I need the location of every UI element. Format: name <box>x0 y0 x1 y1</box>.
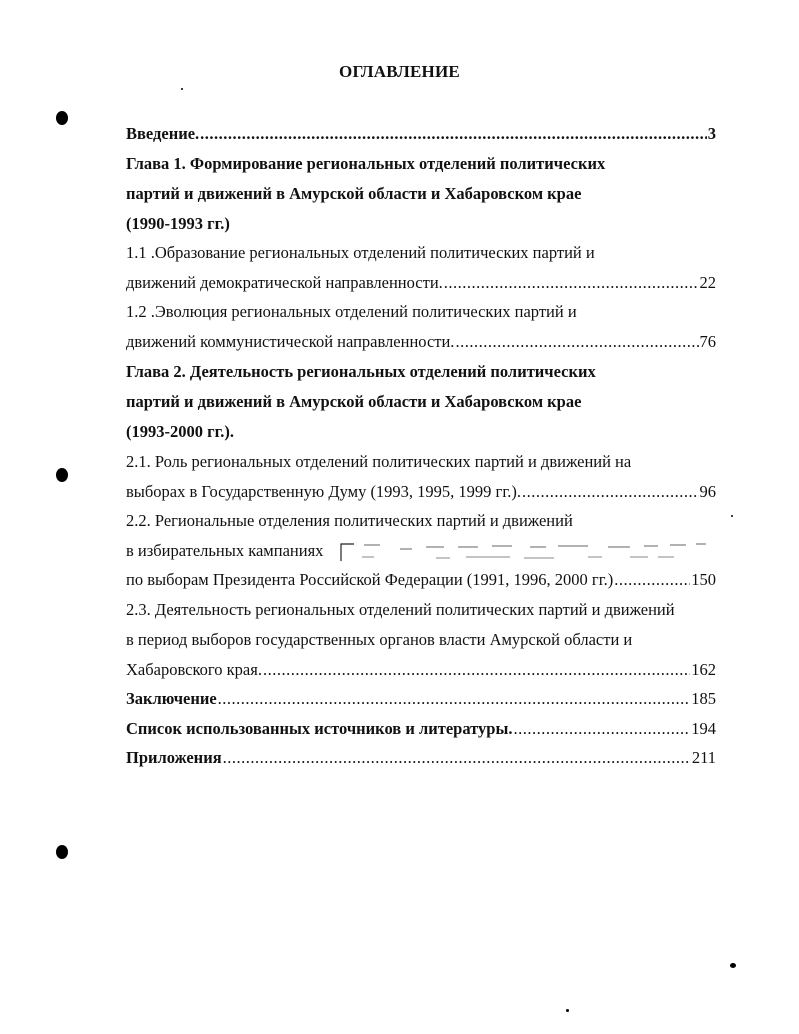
toc-page-number: 150 <box>691 570 716 589</box>
scan-speck <box>566 1009 569 1012</box>
toc-entry-label: Список использованных источников и литературы. <box>126 719 513 738</box>
toc-page-number: 185 <box>691 689 716 708</box>
toc-entry-label: движений коммунистической направленности. <box>126 332 455 351</box>
toc-entry-label: по выборам Президента Российской Федерации (1991, 1996, 2000 гг.) <box>126 570 614 589</box>
leader-dots <box>513 716 690 742</box>
leader-dots <box>223 745 691 771</box>
punch-hole-mark <box>56 468 68 482</box>
toc-page-number: 22 <box>699 273 716 292</box>
leader-dots <box>263 657 690 683</box>
toc-section-1-2-line-1[interactable]: 1.2 .Эволюция региональных отделений политических партий и <box>126 302 577 321</box>
toc-entry-conclusion[interactable] <box>126 686 716 712</box>
toc-page-number: 3 <box>707 124 716 143</box>
toc-entry-label: Приложения <box>126 748 222 767</box>
toc-section-1-1-line-2[interactable] <box>126 270 716 296</box>
page-title: ОГЛАВЛЕНИЕ <box>339 62 460 81</box>
toc-section-2-3-line-2[interactable]: в период выборов государственных органов власти Амурской области и <box>126 630 633 649</box>
leader-dots <box>218 686 691 712</box>
toc-chapter-1-line-2[interactable]: партий и движений в Амурской области и Хабаровском крае <box>126 184 582 203</box>
toc-chapter-2-line-1[interactable]: Глава 2. Деятельность региональных отделений политических <box>126 362 596 381</box>
toc-section-2-3-line-1[interactable]: 2.3. Деятельность региональных отделений политических партий и движений <box>126 600 675 619</box>
scan-artifact <box>340 541 712 563</box>
toc-section-1-2-line-2[interactable] <box>126 329 716 355</box>
leader-dots <box>444 270 699 296</box>
leader-dots <box>455 329 698 355</box>
toc-chapter-1-line-1[interactable]: Глава 1. Формирование региональных отделений политических <box>126 154 606 173</box>
toc-page-number: 76 <box>699 332 716 351</box>
toc-chapter-2-line-2[interactable]: партий и движений в Амурской области и Хабаровском крае <box>126 392 582 411</box>
toc-section-2-2-line-1[interactable]: 2.2. Региональные отделения политических партий и движений <box>126 511 573 530</box>
toc-entry-appendices[interactable] <box>126 745 716 771</box>
scan-speck <box>730 963 736 968</box>
toc-page-number: 194 <box>691 719 716 738</box>
punch-hole-mark <box>56 111 68 125</box>
toc-page-number: 162 <box>691 660 716 679</box>
toc-section-2-2-line-3[interactable] <box>126 567 716 593</box>
toc-chapter-2-line-3[interactable]: (1993-2000 гг.). <box>126 422 234 441</box>
toc-page-number: 96 <box>699 482 716 501</box>
leader-dots <box>614 567 690 593</box>
punch-hole-mark <box>56 845 68 859</box>
toc-section-2-3-line-3[interactable] <box>126 657 716 683</box>
leader-dots <box>522 479 699 505</box>
toc-section-2-1-line-1[interactable]: 2.1. Роль региональных отделений политических партий и движений на <box>126 452 632 471</box>
toc-section-1-1-line-1[interactable]: 1.1 .Образование региональных отделений политических партий и <box>126 243 595 262</box>
toc-chapter-1-line-3[interactable]: (1990-1993 гг.) <box>126 214 230 233</box>
toc-entry-label: Хабаровского края. <box>126 660 262 679</box>
toc-entry-label: Введение. <box>126 124 200 143</box>
toc-page-number: 211 <box>691 748 716 767</box>
scan-speck <box>731 515 733 517</box>
toc-section-2-2-line-2[interactable]: в избирательных кампаниях <box>126 541 324 560</box>
toc-entry-bibliography[interactable] <box>126 716 716 742</box>
leader-dots <box>200 121 707 147</box>
scan-speck <box>181 88 183 90</box>
toc-section-2-1-line-2[interactable] <box>126 479 716 505</box>
toc-entry-introduction[interactable] <box>126 121 716 147</box>
toc-entry-label: движений демократической направленности. <box>126 273 443 292</box>
toc-entry-label: Заключение <box>126 689 217 708</box>
toc-entry-label: выборах в Государственную Думу (1993, 1995, 1999 гг.). <box>126 482 521 501</box>
